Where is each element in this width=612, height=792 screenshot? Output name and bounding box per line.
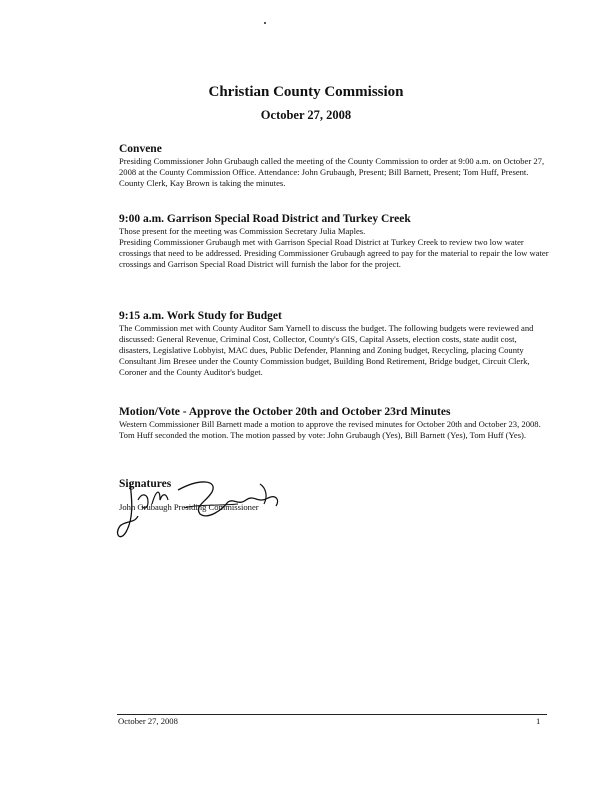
section-convene xyxy=(119,142,549,189)
section-budget-work-study xyxy=(119,309,549,378)
section-text: Presiding Commissioner John Grubaugh called the meeting of the County Commission to order at 9:00 a.m. on October 27, 2008 at the County Commission Office. Attendance: John Grubaugh, Present; Bill Barnett, Present; Tom Huff, Present. County Clerk, Kay Brown is taking the minutes. xyxy=(119,156,545,188)
handwritten-signature-icon xyxy=(108,470,298,550)
section-heading: 9:15 a.m. Work Study for Budget xyxy=(119,310,282,322)
section-text: The Commission met with County Auditor Sam Yarnell to discuss the budget. The following budgets were reviewed and discussed: General Revenue, Criminal Cost, Collector, County's GIS, Capital Assets, election costs, state audit cost, disasters, Legislative Lobbyist, MAC dues, Public Defender, Planning and Zoning budget, Recycling, placing County Consultant Jim Bresee under the County Commission budget, Building Bond Retirement, Bridge budget, Circuit Clerk, Coroner and the County Auditor's budget. xyxy=(119,323,534,377)
section-text-2: Presiding Commissioner Grubaugh met with Garrison Special Road District at Turkey Creek to review two low water crossings that need to be addressed. Presiding Commissioner Grubaugh agreed to pay for the material to repair the low water crossings and Garrison Special Road District will furnish the labor for the project. xyxy=(119,237,549,269)
section-heading: Motion/Vote - Approve the October 20th and October 23rd Minutes xyxy=(119,406,451,418)
section-text: Those present for the meeting was Commission Secretary Julia Maples. xyxy=(119,226,366,236)
section-heading: Convene xyxy=(119,143,162,155)
signatures-label: Signatures xyxy=(119,478,172,490)
document-date: October 27, 2008 xyxy=(260,108,352,122)
section-motion-vote xyxy=(119,405,549,441)
footer-divider xyxy=(117,714,547,715)
footer-date: October 27, 2008 xyxy=(118,716,178,726)
document-title: Christian County Commission xyxy=(208,84,404,100)
signer-name: John Grubaugh Presiding Commissioner xyxy=(119,502,259,512)
section-heading: 9:00 a.m. Garrison Special Road District and Turkey Creek xyxy=(119,213,411,225)
section-text: Western Commissioner Bill Barnett made a motion to approve the revised minutes for October 20th and October 23, 2008. Tom Huff seconded the motion. The motion passed by vote: John Grubaugh (Yes), Bill Barnett (Yes), Tom Huff (Yes). xyxy=(119,419,541,440)
scan-speck xyxy=(264,22,266,24)
page-number: 1 xyxy=(536,716,541,726)
section-garrison-road-district xyxy=(119,212,549,270)
